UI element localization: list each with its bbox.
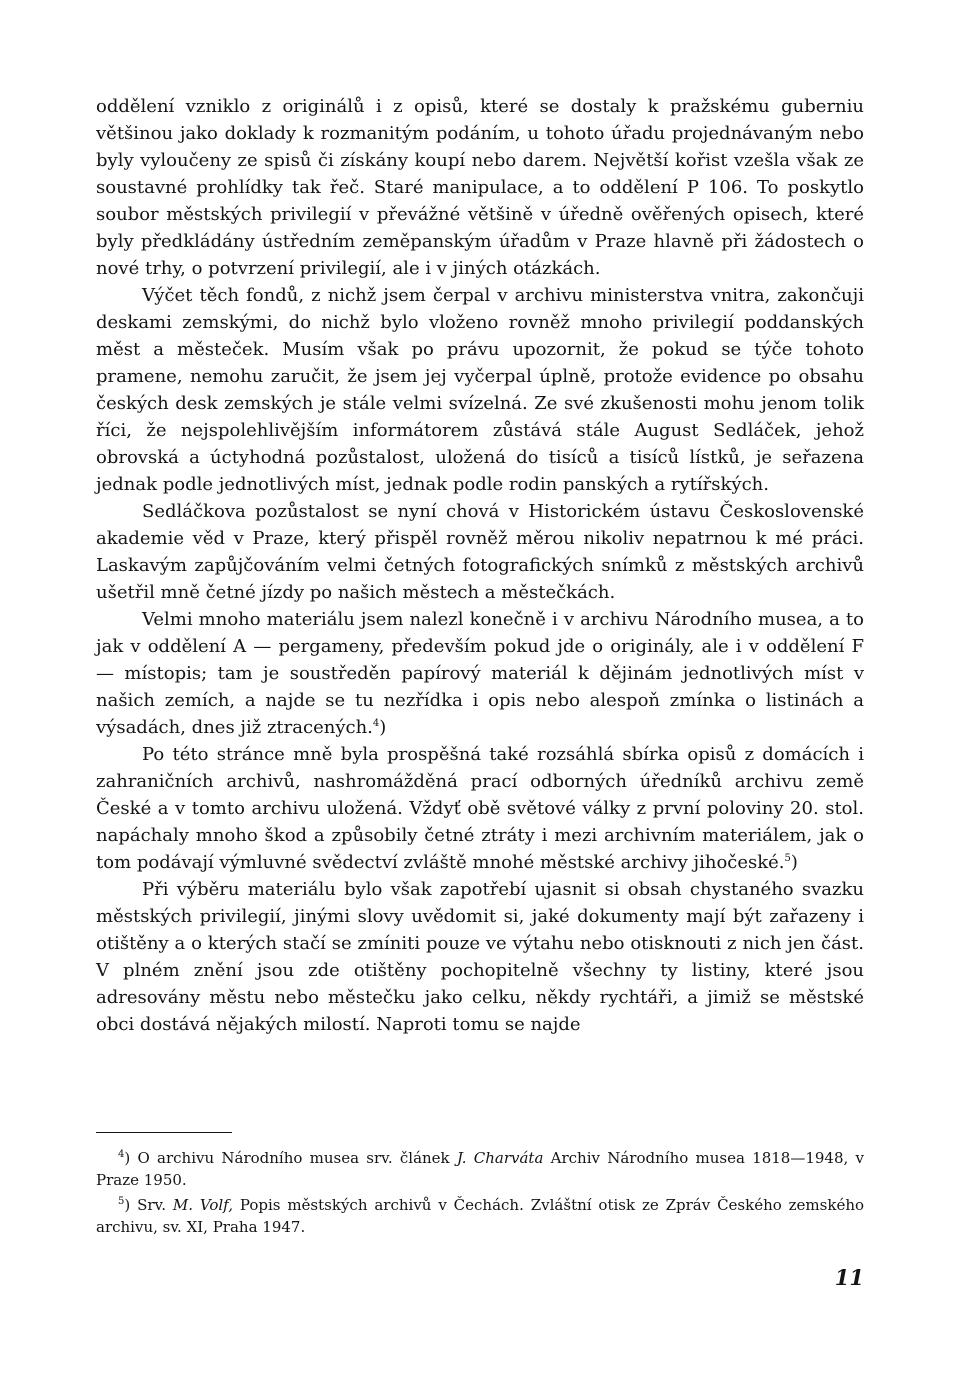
author-name: J. Charváta bbox=[456, 1149, 544, 1167]
text-run: ) Srv. bbox=[124, 1196, 173, 1214]
paragraph bbox=[96, 606, 864, 741]
page-number: 11 bbox=[834, 1265, 864, 1290]
text-run: Popis městských archivů v Čechách. Zvláštní otisk ze Zpráv Českého zemského archivu, sv. XI, Praha 1947. bbox=[96, 1196, 865, 1236]
text-run: ) O archivu Národního musea srv. článek bbox=[124, 1149, 457, 1167]
text-run: ) bbox=[790, 852, 798, 873]
text-run: Výčet těch fondů, z nichž jsem čerpal v archivu ministerstva vnitra, zakončuji deskami zemskými, do nichž bylo vloženo rovněž mnoho privilegií poddanských měst a městeček. Musím však po právu upozornit, že pokud se týče tohoto pramene, nemohu zaručit, že jsem jej vyčerpal úplně, protože evidence po obsahu českých desk zemských je stále velmi svízelná. Ze své zkušenosti mohu jenom tolik říci, že nejspolehlivějším informátorem zůstává stále August Sedláček, jehož obrovská a úctyhodná pozůstalost, uložená do tisíců a tisíců lístků, je seřazena jednak podle jednotlivých míst, jednak podle rodin panských a rytířských. bbox=[96, 285, 864, 495]
footnote-marker: 5 bbox=[118, 1196, 125, 1207]
paragraph bbox=[96, 498, 864, 606]
footnote-marker: 5 bbox=[784, 853, 791, 864]
footnote-marker: 4 bbox=[118, 1149, 125, 1160]
text-run: ) bbox=[379, 717, 387, 738]
paragraph bbox=[96, 876, 864, 1038]
text-run: oddělení vzniklo z originálů i z opisů, které se dostaly k pražskému guberniu většinou jako doklady k rozmanitým podáním, u tohoto úřadu projednávaným nebo byly vyloučeny ze spisů či získány koupí nebo darem. Největší kořist vzešla však ze soustavné prohlídky tak řeč. Staré manipulace, a to oddělení P 106. To poskytlo soubor městských privilegií v převážné většině v úředně ověřených opisech, které byly předkládány ústředním zeměpanským úřadům v Praze hlavně při žádostech o nové trhy, o potvrzení privilegií, ale i v jiných otázkách. bbox=[96, 96, 864, 279]
paragraph bbox=[96, 93, 864, 282]
footnotes bbox=[96, 1147, 864, 1241]
footnote-marker: 4 bbox=[372, 718, 380, 729]
footnote-separator bbox=[96, 1132, 232, 1133]
text-run: Archiv Národního musea 1818—1948, v Praze 1950. bbox=[96, 1149, 864, 1189]
text-run: Sedláčkova pozůstalost se nyní chová v Historickém ústavu Československé akademie věd v Praze, který přispěl rovněž měrou nikoliv nepatrnou k mé práci. Laskavým zapůjčováním velmi četných fotografických snímků z městských archivů ušetřil mně četné jízdy po našich městech a městečkách. bbox=[96, 501, 864, 603]
text-run: Při výběru materiálu bylo však zapotřebí ujasnit si obsah chystaného svazku městských privilegií, jinými slovy uvědomit si, jaké dokumenty mají být zařazeny i otištěny a o kterých stačí se zmíniti pouze ve výtahu nebo otisknouti z nich jen část. V plném znění jsou zde otištěny pochopitelně všechny ty listiny, které jsou adresovány městu nebo městečku jako celku, někdy rychtáři, a jimiž se městské obci dostává nějakých milostí. Naproti tomu se najde bbox=[96, 879, 864, 1035]
paragraph bbox=[96, 282, 864, 498]
body-text bbox=[96, 93, 864, 1038]
text-run: Po této stránce mně byla prospěšná také rozsáhlá sbírka opisů z domácích i zahraničních archivů, nashromážděná prací odborných úředníků archivu země České a v tomto archivu uložená. Vždyť obě světové války z první poloviny 20. stol. napáchaly mnoho škod a způsobily četné ztráty i mezi archivním materiálem, jak o tom podávají výmluvné svědectví zvláště mnohé městské archivy jihočeské. bbox=[96, 744, 864, 873]
footnote bbox=[96, 1147, 864, 1191]
paragraph bbox=[96, 741, 864, 876]
text-run: Velmi mnoho materiálu jsem nalezl konečně i v archivu Národního musea, a to jak v oddělení A — pergameny, především pokud jde o originály, ale i v oddělení F — místopis; tam je soustředěn papírový materiál k dějinám jednotlivých míst v našich zemích, a najde se tu nezřídka i opis nebo alespoň zmínka o listinách a výsadách, dnes již ztracených. bbox=[96, 609, 864, 738]
footnote bbox=[96, 1194, 864, 1238]
author-name: M. Volf, bbox=[172, 1196, 233, 1214]
